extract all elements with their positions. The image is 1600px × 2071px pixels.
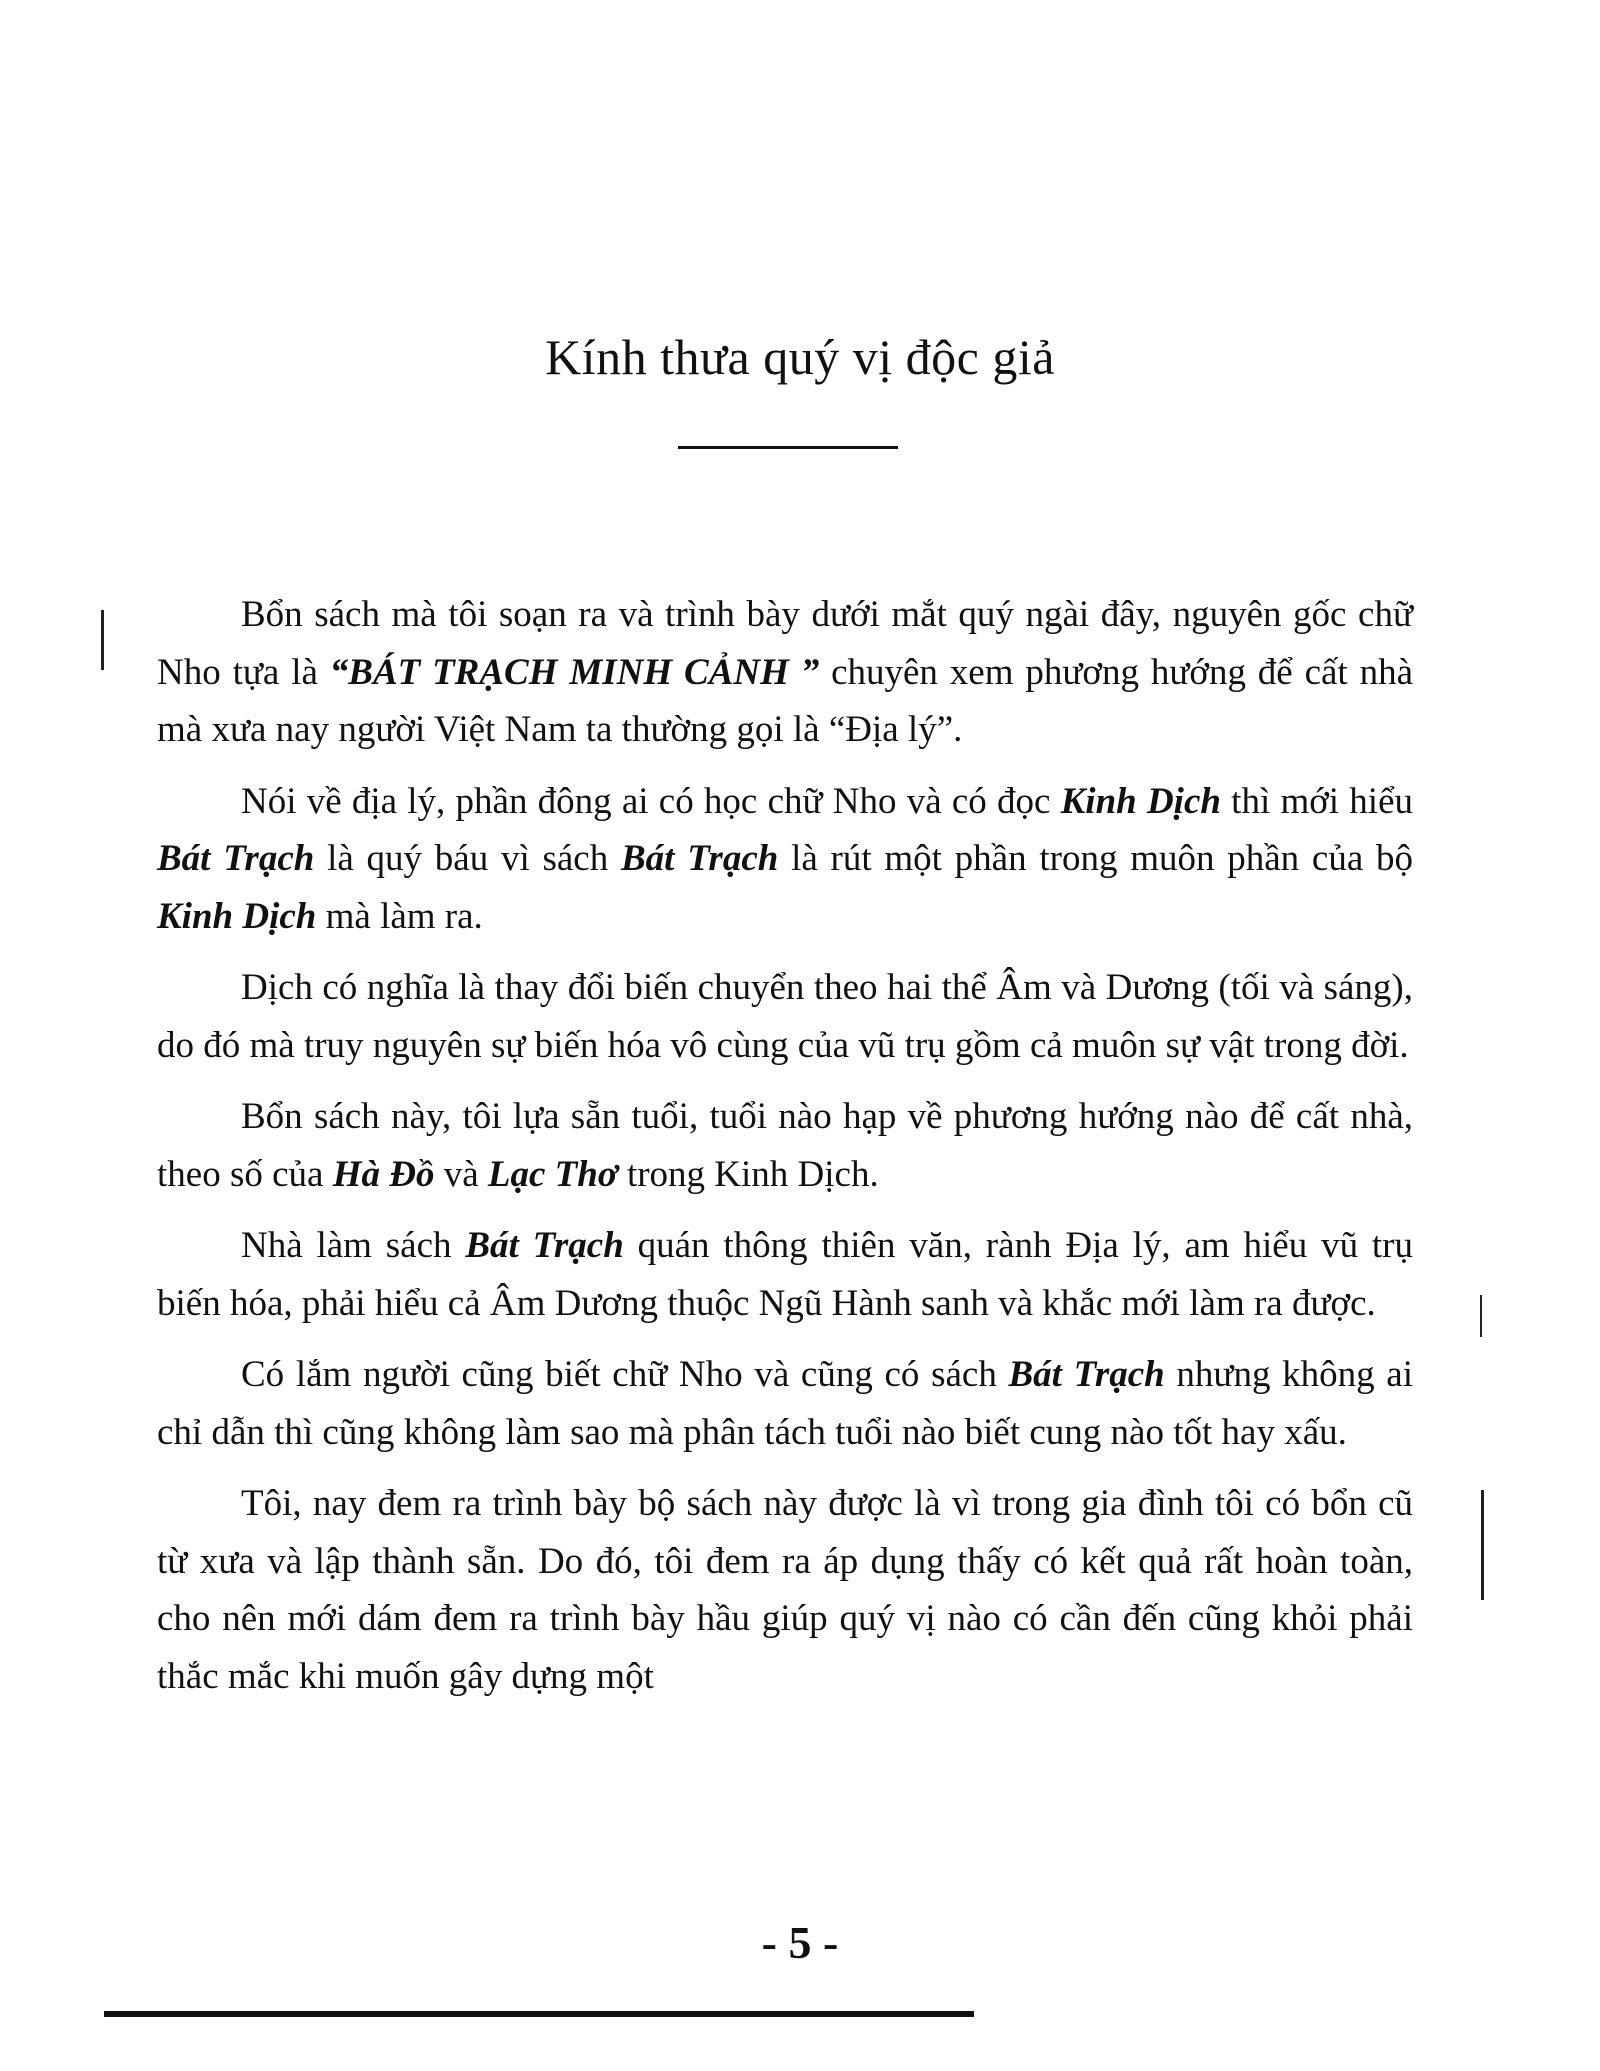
paragraph-text: thì mới hiểu [1220, 780, 1414, 822]
paragraph-text: mà làm ra. [316, 895, 483, 937]
paragraph-text: Nói về địa lý, phần đông ai có học chữ Nho và có đọc [241, 780, 1061, 822]
paragraph-text: là rút một phần trong muôn phần của bộ [778, 838, 1413, 879]
paragraph [157, 1217, 1413, 1332]
body-text [157, 586, 1413, 1719]
emphasized-text: Bát Trạch [620, 838, 779, 879]
emphasized-text: Bát Trạch [465, 1225, 624, 1266]
paragraph-text: trong Kinh Dịch. [617, 1153, 879, 1195]
paragraph-text: quán thông thiên văn, rành Địa lý, am hiểu vũ trụ biến hóa, phải hiểu cả Âm Dương thuộc Ngũ Hành sanh và khắc mới làm ra được. [157, 1225, 1413, 1324]
paragraph-text: nhưng không ai chỉ dẫn thì cũng không làm sao mà phân tách tuổi nào biết cung nào tốt hay xấu. [157, 1354, 1413, 1453]
paragraph-text: là quý báu vì sách [314, 838, 621, 879]
emphasized-text: Kinh Dịch [157, 895, 317, 937]
page-number: - 5 - [761, 1917, 839, 1968]
emphasized-text: Hà Đồ [332, 1153, 435, 1195]
paragraph-text: Tôi, nay đem ra trình bày bộ sách này được là vì trong gia đình tôi có bổn cũ từ xưa và lập thành sẵn. Do đó, tôi đem ra áp dụng thấy có kết quả rất hoàn toàn, cho nên mới dám đem ra trình bày hầu giúp quý vị nào có cần đến cũng khỏi phải thắc mắc khi muốn gây dựng một [157, 1483, 1413, 1697]
emphasized-text: Kinh Dịch [1060, 780, 1221, 822]
paragraph-text: Bổn sách này, tôi lựa sẵn tuổi, tuổi nào hạp về phương hướng nào để cất nhà, theo số của [157, 1096, 1413, 1195]
title-underline [678, 446, 898, 449]
emphasized-text: Lạc Thơ [487, 1153, 618, 1195]
paragraph-text: Nhà làm sách [241, 1225, 466, 1266]
paragraph [157, 586, 1413, 759]
paragraph [157, 1475, 1413, 1705]
paragraph [157, 1088, 1413, 1203]
emphasized-text: “BÁT TRẠCH MINH CẢNH ” [329, 651, 820, 693]
paragraph [157, 773, 1413, 946]
paragraph [157, 1346, 1413, 1461]
scan-mark-left [101, 610, 104, 670]
paragraph-text: Có lắm người cũng biết chữ Nho và cũng có sách [241, 1354, 1009, 1395]
paragraph-text: và [434, 1153, 488, 1195]
scan-mark-right-1 [1480, 1295, 1482, 1337]
paragraph-text: Dịch có nghĩa là thay đổi biến chuyển theo hai thể Âm và Dương (tối và sáng), do đó mà truy nguyên sự biến hóa vô cùng của vũ trụ gồm cả muôn sự vật trong đời. [157, 967, 1413, 1066]
emphasized-text: Bát Trạch [157, 838, 315, 879]
paragraph-text: chuyên xem phương hướng để cất nhà mà xưa nay người Việt Nam ta thường gọi là “Địa lý”. [157, 651, 1413, 750]
bottom-rule [104, 2011, 974, 2017]
page-title: Kính thưa quý vị độc giả [545, 329, 1055, 385]
paragraph-text: Bổn sách mà tôi soạn ra và trình bày dưới mắt quý ngài đây, nguyên gốc chữ Nho tựa là [157, 594, 1413, 693]
emphasized-text: Bát Trạch [1008, 1354, 1165, 1395]
scan-mark-right-2 [1481, 1490, 1484, 1600]
paragraph [157, 959, 1413, 1074]
